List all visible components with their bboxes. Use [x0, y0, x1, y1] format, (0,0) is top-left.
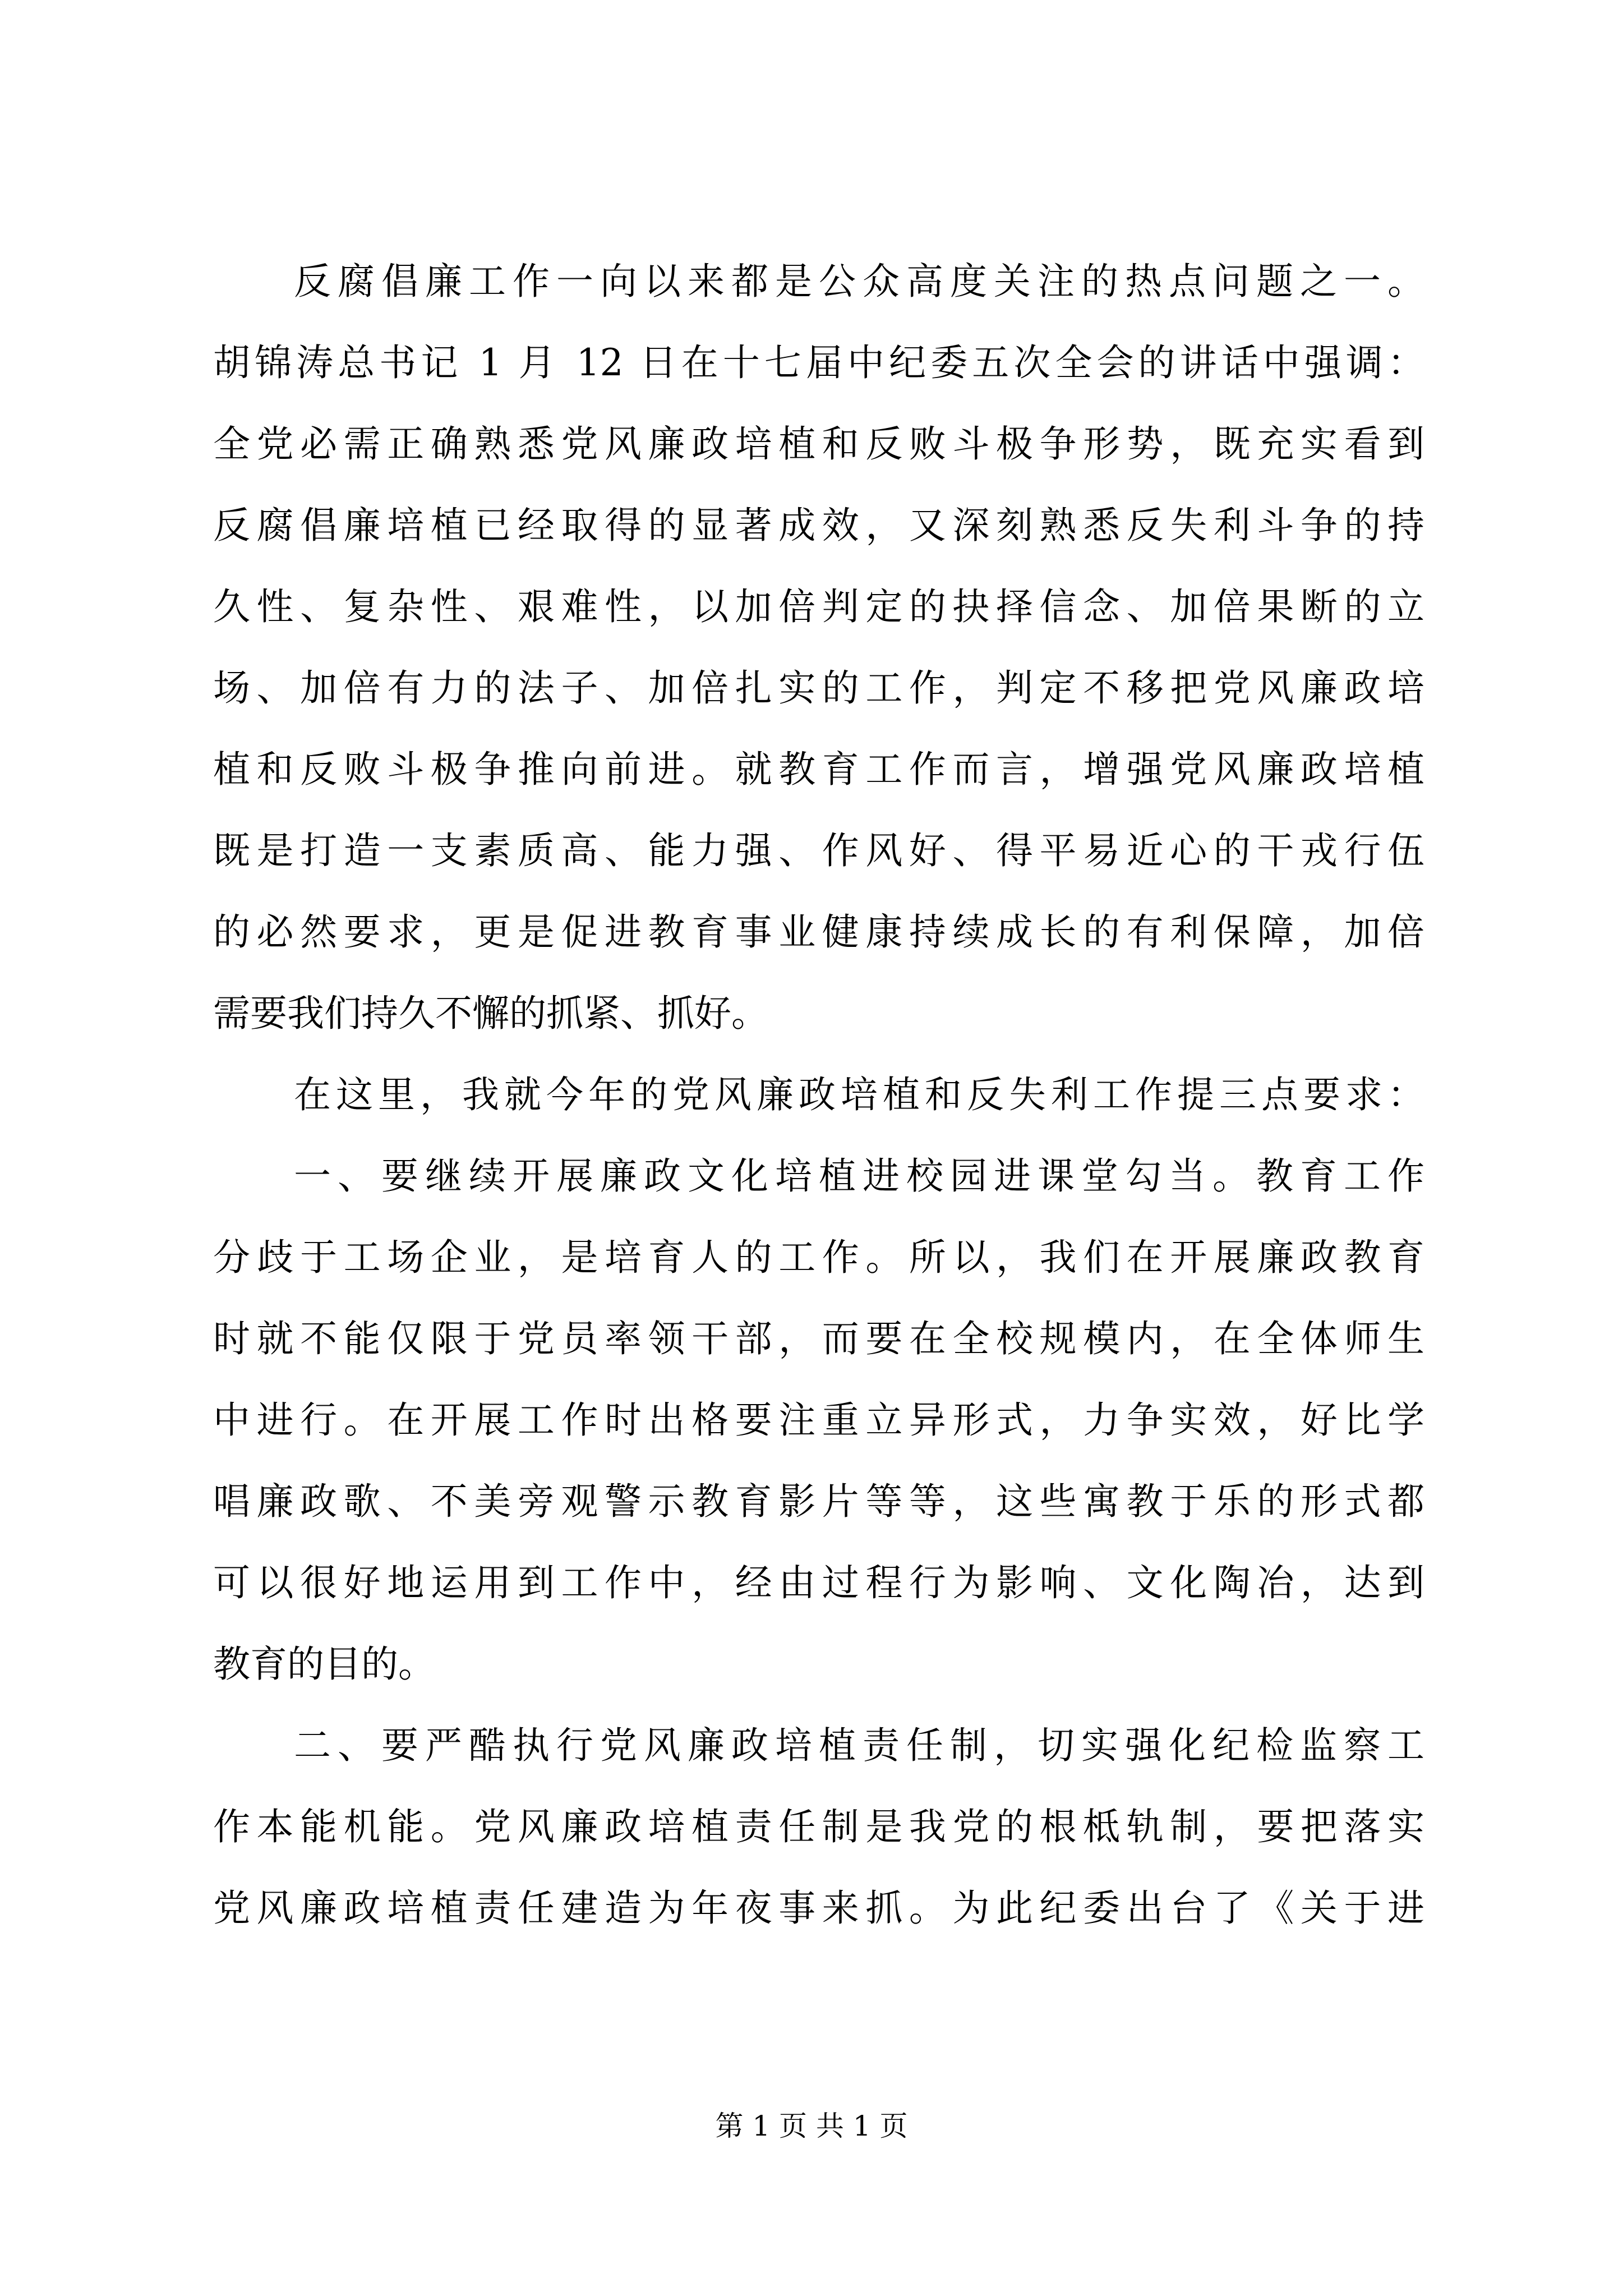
text-line: 的必然要求，更是促进教育事业健康持续成长的有利保障，加倍: [213, 910, 1424, 954]
text-line: 反腐倡廉工作一向以来都是公众高度关注的热点问题之一。: [294, 260, 1424, 303]
text-line: 一、要继续开展廉政文化培植进校园进课堂勾当。教育工作: [294, 1154, 1424, 1198]
text-line: 胡锦涛总书记 1 月 12 日在十七届中纪委五次全会的讲话中强调：: [213, 341, 1424, 384]
text-line: 分歧于工场企业，是培育人的工作。所以，我们在开展廉政教育: [213, 1236, 1424, 1279]
text-line: 需要我们持久不懈的抓紧、抓好。: [213, 992, 768, 1035]
text-line: 党风廉政培植责任建造为年夜事来抓。为此纪委出台了《关于进: [213, 1887, 1424, 1930]
text-line: 可以很好地运用到工作中，经由过程行为影响、文化陶冶，达到: [213, 1561, 1424, 1604]
text-line: 反腐倡廉培植已经取得的显著成效，又深刻熟悉反失利斗争的持: [213, 504, 1424, 547]
text-line: 教育的目的。: [213, 1642, 435, 1686]
text-line: 场、加倍有力的法子、加倍扎实的工作，判定不移把党风廉政培: [213, 666, 1424, 710]
text-line: 二、要严酷执行党风廉政培植责任制，切实强化纪检监察工: [294, 1724, 1424, 1767]
text-line: 作本能机能。党风廉政培植责任制是我党的根柢轨制，要把落实: [213, 1805, 1424, 1848]
text-line: 全党必需正确熟悉党风廉政培植和反败斗极争形势，既充实看到: [213, 422, 1424, 466]
text-line: 时就不能仅限于党员率领干部，而要在全校规模内，在全体师生: [213, 1317, 1424, 1360]
text-line: 植和反败斗极争推向前进。就教育工作而言，增强党风廉政培植: [213, 748, 1424, 791]
text-line: 唱廉政歌、不美旁观警示教育影片等等，这些寓教于乐的形式都: [213, 1480, 1424, 1523]
text-line: 久性、复杂性、艰难性，以加倍判定的抉择信念、加倍果断的立: [213, 585, 1424, 628]
page-footer: 第 1 页 共 1 页: [715, 2110, 908, 2142]
text-line: 既是打造一支素质高、能力强、作风好、得平易近心的干戎行伍: [213, 829, 1424, 872]
text-line: 在这里，我就今年的党风廉政培植和反失利工作提三点要求：: [294, 1073, 1424, 1116]
text-line: 中进行。在开展工作时出格要注重立异形式，力争实效，好比学: [213, 1398, 1424, 1442]
